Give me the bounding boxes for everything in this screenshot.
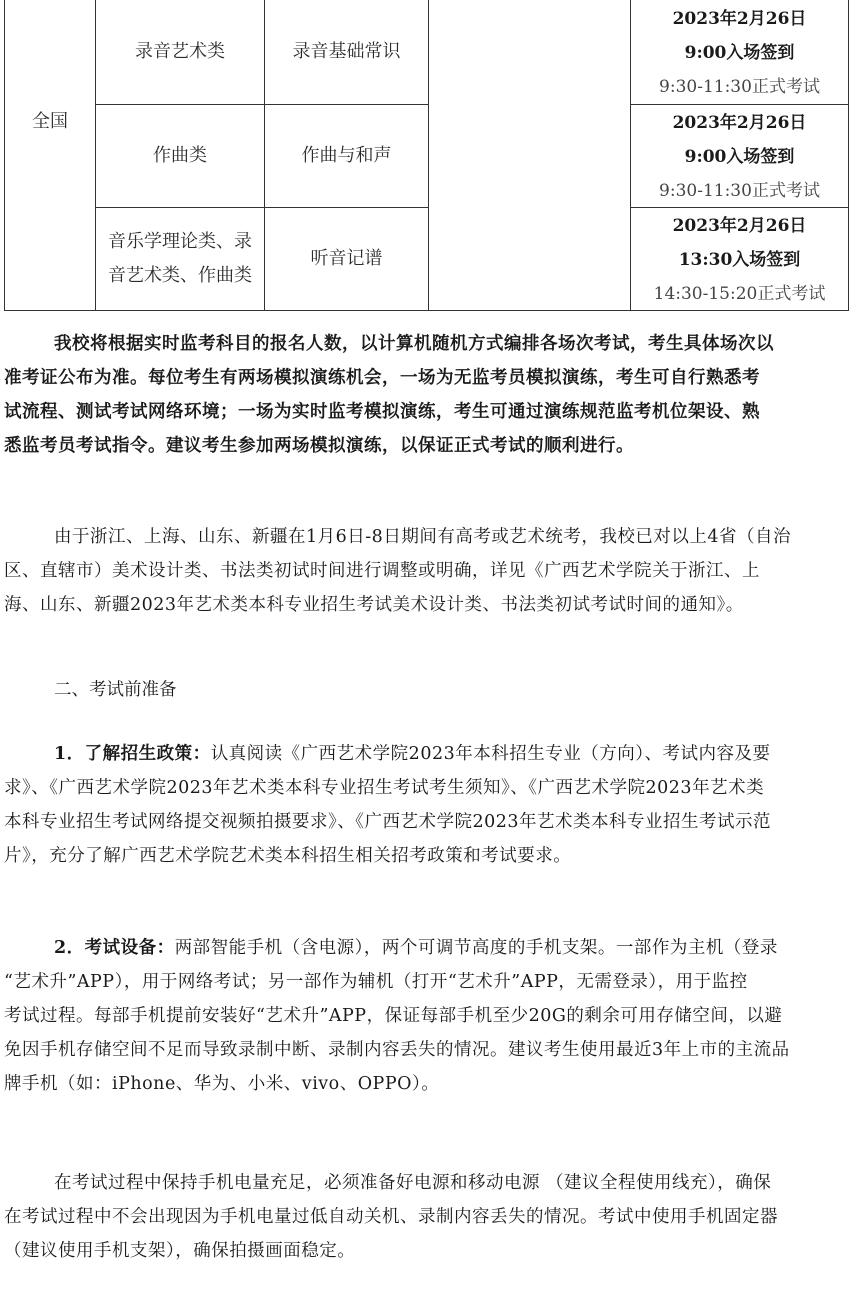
subject-cell	[265, 0, 428, 104]
text-line	[4, 737, 852, 771]
exam-schedule-table	[0, 0, 854, 312]
notice-paragraph	[4, 327, 852, 463]
text-line: 区、直辖市）美术设计类、书法类初试时间进行调整或明确，详见《广西艺术学院关于浙江、上	[4, 561, 760, 581]
region-label: 全国	[32, 111, 68, 132]
text-line: 由于浙江、上海、山东、新疆在1月6日-8日期间有高考或艺术统考，我校已对以上4省（自治	[54, 527, 791, 547]
text-line: “艺术升”APP），用于网络考试；另一部作为辅机（打开“艺术升”APP，无需登录），用于监控	[4, 972, 748, 992]
text-line: 本科专业招生考试网络提交视频拍摄要求》、《广西艺术学院2023年艺术类本科专业招生考试示范	[4, 812, 772, 832]
category-cell	[96, 105, 264, 207]
exam-date: 2023年2月26日	[672, 9, 807, 29]
checkin-time: 9:00入场签到	[684, 147, 795, 167]
text-line: 免因手机存储空间不足而导致录制中断、录制内容丢失的情况。建议考生使用最近3年上市的主流品	[4, 1040, 790, 1060]
time-cell	[631, 2, 848, 104]
subject-cell	[265, 208, 428, 310]
text-line: 悉监考员考试指令。建议考生参加两场模拟演练，以保证正式考试的顺利进行。	[4, 436, 634, 456]
power-paragraph	[4, 1166, 852, 1268]
item-text: 认真阅读《广西艺术学院2023年本科招生专业（方向）、考试内容及要	[210, 744, 771, 764]
item-text: 两部智能手机（含电源），两个可调节高度的手机支架。一部作为主机（登录	[174, 938, 778, 958]
table-rule	[848, 0, 849, 311]
subject-label: 录音基础常识	[292, 41, 401, 62]
category-label: 音艺术类、作曲类	[108, 265, 252, 286]
exam-time: 14:30-15:20正式考试	[653, 284, 826, 304]
time-cell	[631, 106, 848, 208]
category-cell	[96, 0, 264, 104]
table-rule	[630, 104, 848, 105]
checkin-time: 9:00入场签到	[684, 43, 795, 63]
text-line: 牌手机（如：iPhone、华为、小米、vivo、OPPO）。	[4, 1074, 440, 1094]
table-rule	[428, 0, 429, 311]
text-line: 我校将根据实时监考科目的报名人数，以计算机随机方式编排各场次考试，考生具体场次以	[54, 334, 774, 354]
time-cell	[631, 209, 848, 311]
item-title: 1．了解招生政策：	[54, 744, 211, 764]
text-line: 在考试过程中保持手机电量充足，必须准备好电源和移动电源 （建议全程使用线充），确保	[54, 1173, 772, 1193]
text-line	[4, 931, 852, 965]
subject-label: 听音记谱	[310, 248, 383, 269]
text-line: 试流程、测试考试网络环境；一场为实时监考模拟演练，考生可通过演练规范监考机位架设、熟	[4, 402, 760, 422]
text-line: 海、山东、新疆2023年艺术类本科专业招生考试美术设计类、书法类初试考试时间的通知》。	[4, 595, 744, 615]
exam-time: 9:30-11:30正式考试	[659, 181, 820, 201]
checkin-time: 13:30入场签到	[678, 250, 801, 270]
exam-date: 2023年2月26日	[672, 216, 807, 236]
text-line: 在考试过程中不会出现因为手机电量过低自动关机、录制内容丢失的情况。考试中使用手机固定器	[4, 1207, 778, 1227]
region-cell	[5, 0, 95, 244]
text-line: 准考证公布为准。每位考生有两场模拟演练机会，一场为无监考员模拟演练，考生可自行熟悉考	[4, 368, 760, 388]
section-heading: 二、考试前准备	[54, 680, 177, 700]
subject-label: 作曲与和声	[301, 145, 392, 166]
category-label: 作曲类	[153, 145, 207, 166]
exam-time: 9:30-11:30正式考试	[659, 77, 820, 97]
category-cell	[96, 208, 264, 310]
text-line: 考试过程。每部手机提前安装好“艺术升”APP，保证每部手机至少20G的剩余可用存储空间，以避	[4, 1006, 783, 1026]
policy-item	[4, 737, 852, 873]
text-line: （建议使用手机支架），确保拍摄画面稳定。	[4, 1241, 356, 1261]
category-label: 音乐学理论类、录	[108, 231, 252, 252]
text-line: 片》，充分了解广西艺术学院艺术类本科招生相关招考政策和考试要求。	[4, 846, 572, 866]
subject-cell	[265, 105, 428, 207]
text-line: 求》、《广西艺术学院2023年艺术类本科专业招生考试考生须知》、《广西艺术学院2023年艺术类	[4, 778, 765, 798]
device-item	[4, 931, 852, 1101]
exam-date: 2023年2月26日	[672, 113, 807, 133]
item-title: 2．考试设备：	[54, 938, 175, 958]
adjustment-paragraph	[4, 520, 852, 622]
category-label: 录音艺术类	[135, 41, 225, 62]
